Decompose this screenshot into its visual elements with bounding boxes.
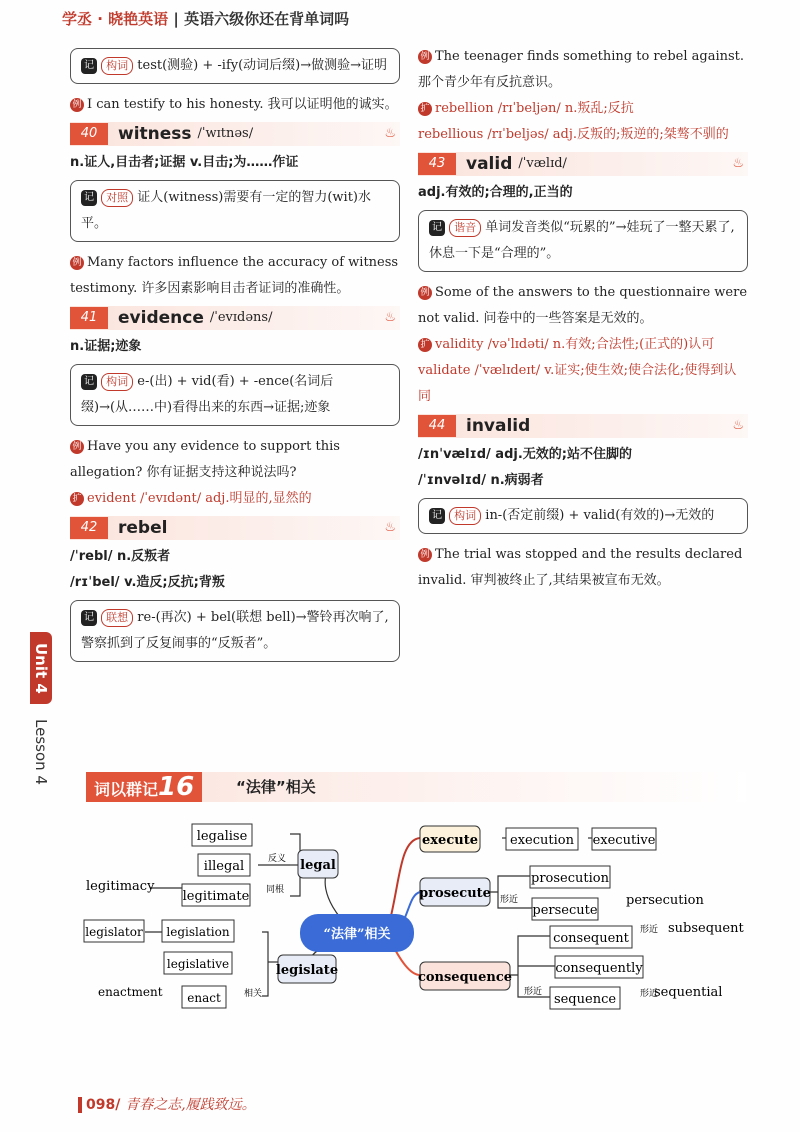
left-column: 记 构词 test(测验) + -ify(动词后缀)→做测验→证明 例 I can testify to his honesty. 我可以证明他的诚实。 40 witness /ˈwɪtnəs/ ♨ n.证人,目击者;证据 v.目击;为……作证 记 对照 证人(witness)需要有一定的智力(wit)水平。 例 Many factors influence the accuracy of witness testimony. 许多因素影响目击者证词的准确性。 41 evidence /ˈevɪdəns/ ♨ n.证据;迹象 记 构词 e-(出) + vid(看) + -ence(名词后缀)→(从……中)看得出来的东西→证据;迹象 例 Have you any evidence to support this allegation? 你有证据支持这种说法吗? 扩 evident /ˈevɪdənt/ adj.明显的,显然的 42 rebel ♨ /ˈrebl/ n.反叛者 /rɪˈbel/ v.造反;反抗;背叛 记 联想 re-(再次) + bel(联想 bell)→警铃再次响了,警察抓到了反复闹事的“反叛者”。 (70, 44, 400, 670)
svg-text:形近: 形近 (640, 989, 659, 999)
svg-text:executive: executive (592, 833, 656, 848)
example-icon: 例 (418, 548, 432, 562)
example-icon: 例 (418, 286, 432, 300)
right-column: 例 The teenager finds something to rebel against. 那个青少年有反抗意识。 扩 rebellion /rɪˈbeljən/ n.叛乱;反抗 rebellious /rɪˈbeljəs/ adj.反叛的;叛逆的;桀骜不驯的 43 valid /ˈvælɪd/ ♨ adj.有效的;合理的,正当的 记 谐音 单词发音类似“玩累的”→娃玩了一整天累了,休息一下是“合理的”。 例 Some of the answers to the questionnaire were not valid. 问卷中的一些答案是无效的。 扩 validity /vəˈlɪdəti/ n.有效;合法性;(正式的)认可 validate /ˈvælɪdeɪt/ v.证实;使生效;使合法化;使得到认同 44 invalid ♨ /ɪnˈvælɪd/ adj.无效的;站不住脚的 /ˈɪnvəlɪd/ n.病弱者 记 构词 in-(否定前缀) + valid(有效的)→无效的 例 The trial was stopped and the results declared invalid. 审判被终止了,其结果被宣布无效。 (418, 44, 748, 594)
example: 例 Many factors influence the accuracy of witness testimony. 许多因素影响目击者证词的准确性。 (70, 255, 399, 296)
flame-icon: ♨ (384, 310, 396, 325)
brand: 学丞 · 晓艳英语 (62, 10, 169, 28)
svg-text:subsequent: subsequent (668, 921, 744, 936)
example: 例 Have you any evidence to support this allegation? 你有证据支持这种说法吗? (70, 439, 340, 480)
svg-text:同根: 同根 (266, 885, 285, 895)
page-footer: 098/ 青春之志,履践致远。 (78, 1094, 256, 1114)
group-heading: 词以群记16 “法律”相关 (86, 772, 746, 802)
example-icon: 例 (70, 440, 84, 454)
svg-text:illegal: illegal (203, 859, 245, 874)
extension-icon: 扩 (418, 338, 432, 352)
formation-box: 记 构词 test(测验) + -ify(动词后缀)→做测验→证明 (70, 48, 400, 84)
flame-icon: ♨ (732, 156, 744, 171)
svg-text:consequent: consequent (553, 931, 629, 946)
memory-icon: 记 (429, 508, 445, 524)
extension-icon: 扩 (70, 492, 84, 506)
svg-text:“法律”相关: “法律”相关 (323, 927, 391, 942)
svg-text:形近: 形近 (524, 987, 543, 997)
memory-icon: 记 (81, 190, 97, 206)
svg-text:legislation: legislation (166, 925, 230, 939)
example-icon: 例 (70, 98, 84, 112)
svg-text:相关: 相关 (244, 989, 263, 999)
example: 例 I can testify to his honesty. 我可以证明他的诚实。 (70, 92, 400, 118)
svg-text:legislative: legislative (166, 957, 230, 971)
svg-text:persecute: persecute (532, 903, 598, 918)
word-valid: 43 valid /ˈvælɪd/ ♨ (418, 152, 748, 176)
svg-text:反义: 反义 (268, 854, 287, 864)
svg-text:形近: 形近 (640, 925, 659, 935)
svg-text:enactment: enactment (98, 985, 163, 999)
flame-icon: ♨ (384, 520, 396, 535)
svg-text:execution: execution (510, 833, 574, 848)
example-icon: 例 (70, 256, 84, 270)
svg-text:consequence: consequence (417, 970, 513, 985)
svg-text:legalise: legalise (196, 829, 248, 844)
memory-icon: 记 (81, 58, 97, 74)
word-evidence: 41 evidence /ˈevɪdəns/ ♨ (70, 306, 400, 330)
svg-text:consequently: consequently (555, 961, 643, 976)
mind-map (0, 810, 800, 1030)
memory-icon: 记 (81, 374, 97, 390)
example: 例 The trial was stopped and the results declared invalid. 审判被终止了,其结果被宣布无效。 (418, 547, 743, 588)
svg-text:legislate: legislate (275, 963, 339, 978)
word-rebel: 42 rebel ♨ (70, 516, 400, 540)
flame-icon: ♨ (384, 126, 396, 141)
svg-text:execute: execute (422, 833, 478, 848)
page-number: 098 (86, 1097, 116, 1113)
svg-text:prosecution: prosecution (531, 871, 609, 886)
svg-text:sequence: sequence (553, 992, 617, 1007)
example-icon: 例 (418, 50, 432, 64)
motto: 青春之志,履践致远。 (125, 1097, 256, 1113)
flame-icon: ♨ (732, 418, 744, 433)
extension-icon: 扩 (418, 102, 432, 116)
word-invalid: 44 invalid ♨ (418, 414, 748, 438)
svg-text:legitimacy: legitimacy (86, 879, 155, 894)
example: 例 The teenager finds something to rebel against. 那个青少年有反抗意识。 (418, 49, 745, 90)
extension: 扩 evident /ˈevɪdənt/ adj.明显的,显然的 (70, 486, 400, 512)
svg-text:legitimate: legitimate (182, 889, 250, 904)
svg-text:enact: enact (187, 991, 221, 1005)
svg-text:形近: 形近 (500, 895, 519, 905)
svg-text:sequential: sequential (654, 985, 723, 1000)
memory-icon: 记 (429, 220, 445, 236)
svg-text:legal: legal (300, 858, 336, 873)
page-header: 学丞 · 晓艳英语 | 英语六级你还在背单词吗 (62, 10, 350, 28)
svg-text:prosecute: prosecute (419, 886, 491, 901)
unit-side-tab: Unit 4 Lesson 4 (30, 632, 52, 792)
svg-text:persecution: persecution (626, 893, 704, 908)
example: 例 Some of the answers to the questionnaire were not valid. 问卷中的一些答案是无效的。 (418, 285, 748, 326)
book-title: 英语六级你还在背单词吗 (184, 10, 350, 28)
svg-text:legislator: legislator (85, 925, 143, 939)
memory-icon: 记 (81, 610, 97, 626)
word-witness: 40 witness /ˈwɪtnəs/ ♨ (70, 122, 400, 146)
